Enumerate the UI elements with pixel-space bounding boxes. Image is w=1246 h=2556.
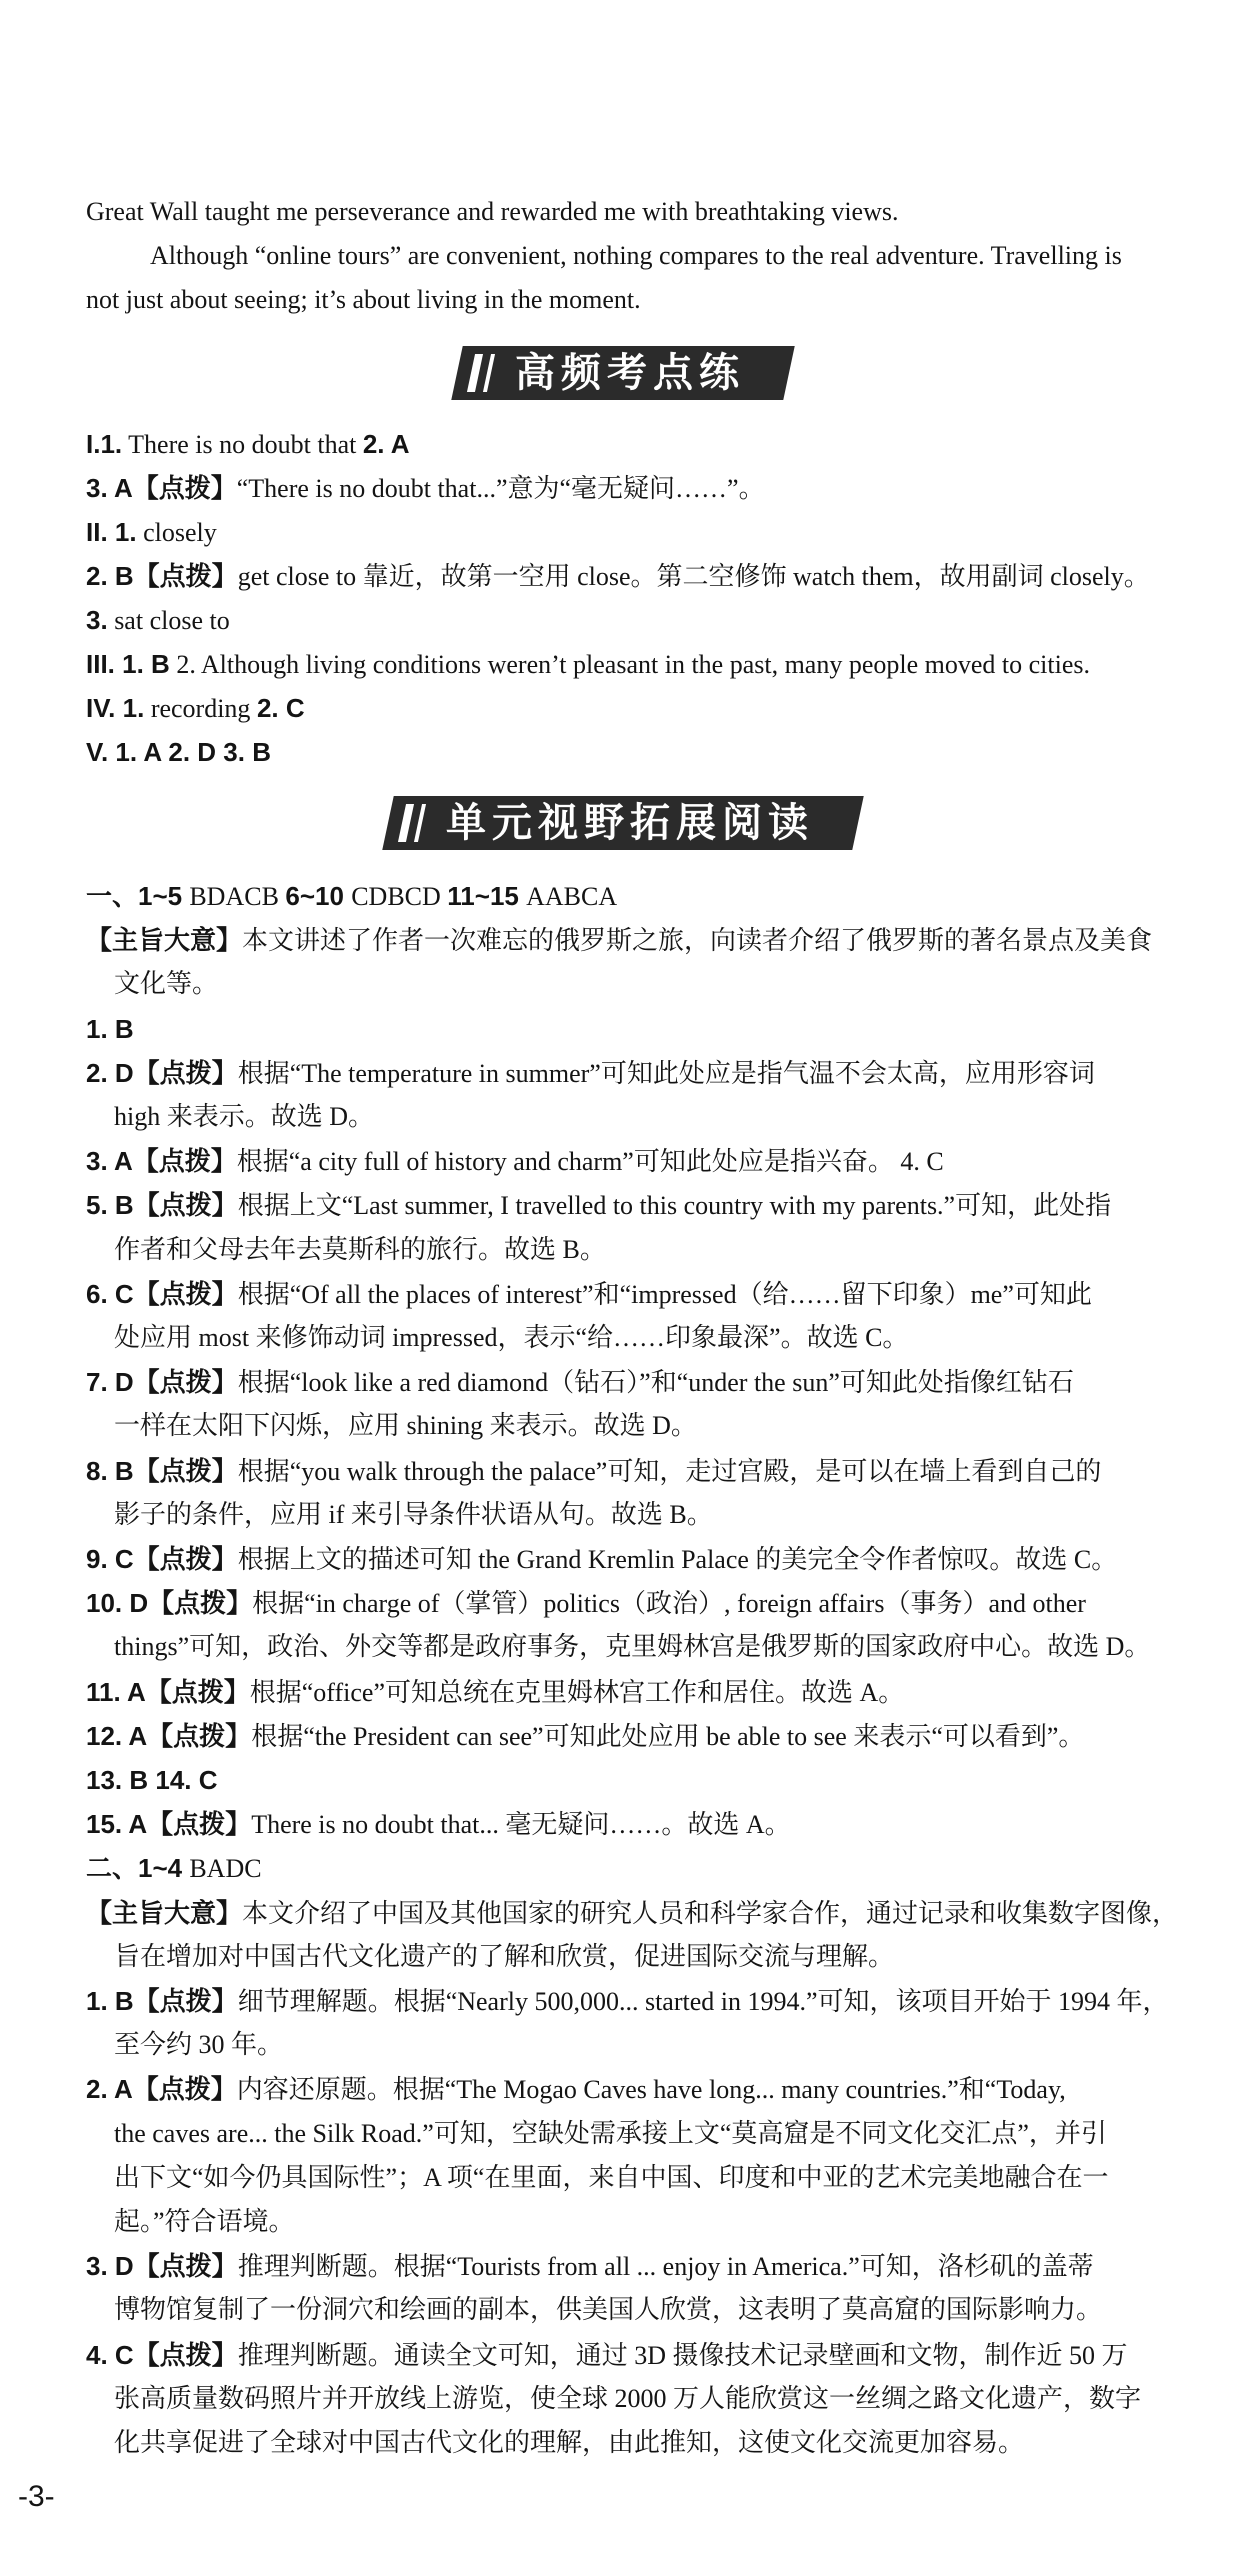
- reading-answer-line: [86, 1897, 1202, 1930]
- answer-label: II. 1.: [86, 517, 137, 547]
- answer-label: 3. A【点拨】: [86, 473, 237, 503]
- answer-text: 推理判断题。根据“Tourists from all ... enjoy in America.”可知，洛杉矶的盖蒂: [237, 2252, 1094, 2281]
- reading-answer-continuation: [114, 2162, 1202, 2194]
- answer-text: 至今约 30 年。: [114, 2030, 284, 2059]
- reading-answer-continuation: [114, 1234, 1202, 1266]
- reading-answer-line: [86, 1189, 1202, 1222]
- answer-label: III. 1. B: [86, 649, 170, 679]
- answer-text: 张高质量数码照片并开放线上游览，使全球 2000 万人能欣赏这一丝绸之路文化遗产，数字: [114, 2384, 1142, 2413]
- answer-text: 博物馆复制了一份洞穴和绘画的副本，供美国人欣赏，这表明了莫高窟的国际影响力。: [114, 2295, 1103, 2324]
- answer-text: the caves are... the Silk Road.”可知，空缺处需承接上文“莫高窟是不同文化交汇点”，并引: [114, 2119, 1107, 2148]
- reading-answer-line: [86, 1676, 1202, 1709]
- answer-label: 2. D【点拨】: [86, 1058, 238, 1088]
- reading-answer-line: [86, 2250, 1202, 2283]
- answer-label: V. 1. A 2. D 3. B: [86, 737, 271, 767]
- reading-answer-continuation: [114, 2294, 1202, 2326]
- answer-label: 3. D【点拨】: [86, 2251, 238, 2281]
- answer-text: 旨在增加对中国古代文化遗产的了解和欣赏，促进国际交流与理解。: [114, 1942, 895, 1971]
- answer-label: IV. 1.: [86, 693, 145, 723]
- reading-answer-continuation: [114, 1410, 1202, 1442]
- answer-label: 11~15: [447, 881, 527, 911]
- reading-answer-continuation: [114, 1322, 1202, 1354]
- answer-text: 根据“a city full of history and charm”可知此处应是指兴奋。 4. C: [236, 1147, 944, 1176]
- reading-answer-line: [86, 1720, 1202, 1753]
- answer-text: 作者和父母去年去莫斯科的旅行。故选 B。: [114, 1235, 606, 1264]
- reading-answer-continuation: [114, 2118, 1202, 2150]
- gaopin-answer-line: [86, 428, 1202, 461]
- reading-answer-continuation: [114, 1941, 1202, 1973]
- answer-text: 影子的条件，应用 if 来引导条件状语从句。故选 B。: [114, 1500, 713, 1529]
- answer-label: 3. A【点拨】: [86, 1146, 237, 1176]
- answer-label: 【主旨大意】: [86, 1898, 243, 1928]
- answer-text: high 来表示。故选 D。: [114, 1102, 375, 1131]
- answer-text: 文化等。: [114, 969, 219, 998]
- answer-text: 化共享促进了全球对中国古代文化的理解，由此推知，这使文化交流更加容易。: [114, 2428, 1025, 2457]
- answer-text: CDBCD: [351, 882, 448, 911]
- answer-text: 内容还原题。根据“The Mogao Caves have long... many countries.”和“Today,: [236, 2075, 1066, 2104]
- answer-label: 10. D【点拨】: [86, 1588, 253, 1618]
- answer-text: 2. Although living conditions weren’t pleasant in the past, many people moved to cities.: [169, 650, 1091, 679]
- answer-text: 根据上文“Last summer, I travelled to this country with my parents.”可知，此处指: [237, 1191, 1112, 1220]
- gaopin-answer-line: [86, 648, 1202, 681]
- answer-text: 根据上文的描述可知 the Grand Kremlin Palace 的美完全令作者惊叹。故选 C。: [237, 1545, 1118, 1574]
- reading-answer-line: [86, 1764, 1202, 1797]
- answer-text: AABCA: [526, 882, 618, 911]
- reading-answer-continuation: [114, 968, 1202, 1000]
- answer-text: “There is no doubt that...”意为“毫无疑问……”。: [236, 474, 765, 503]
- reading-answer-line: [86, 2073, 1202, 2106]
- answer-text: things”可知，政治、外交等都是政府事务，克里姆林宫是俄罗斯的国家政府中心。故选 D。: [114, 1632, 1151, 1661]
- section-title-danyuan: [0, 796, 1246, 850]
- answer-label: 15. A【点拨】: [86, 1809, 252, 1839]
- reading-answer-continuation: [114, 1499, 1202, 1531]
- reading-answer-continuation: [114, 2206, 1202, 2238]
- answer-label: 4. C【点拨】: [86, 2340, 238, 2370]
- answer-text: 起。”符合语境。: [114, 2207, 295, 2236]
- answer-label: 5. B【点拨】: [86, 1190, 238, 1220]
- reading-answer-continuation: [114, 2029, 1202, 2061]
- section-banner: [451, 346, 794, 400]
- answer-label: 6~10: [285, 881, 352, 911]
- answer-text: 推理判断题。通读全文可知，通过 3D 摄像技术记录壁画和文物，制作近 50 万: [237, 2341, 1128, 2370]
- answer-text: closely: [136, 518, 217, 547]
- answer-text: 本文讲述了作者一次难忘的俄罗斯之旅，向读者介绍了俄罗斯的著名景点及美食: [242, 926, 1153, 955]
- answer-label: 13. B 14. C: [86, 1765, 218, 1795]
- answer-text: 一样在太阳下闪烁，应用 shining 来表示。故选 D。: [114, 1411, 697, 1440]
- answer-label: 一、1~5: [86, 881, 190, 911]
- gaopin-answer-line: [86, 516, 1202, 549]
- intro-line-1: Great Wall taught me perseverance and rewarded me with breathtaking views.: [86, 197, 899, 226]
- reading-answer-continuation: [114, 1631, 1202, 1663]
- reading-answer-continuation: [114, 1101, 1202, 1133]
- gaopin-answer-line: [86, 736, 1202, 769]
- reading-answer-continuation: [114, 2427, 1202, 2459]
- reading-answer-line: [86, 1145, 1202, 1178]
- answer-label: 1. B【点拨】: [86, 1986, 238, 2016]
- answer-text: 处应用 most 来修饰动词 impressed，表示“给……印象最深”。故选 C。: [114, 1323, 909, 1352]
- reading-answer-line: [86, 880, 1202, 913]
- section-title-text: 高频考点练: [515, 350, 745, 396]
- answer-label: 12. A【点拨】: [86, 1721, 252, 1751]
- reading-answer-line: [86, 924, 1202, 957]
- page-number: -3-: [18, 2480, 55, 2513]
- answer-text: 细节理解题。根据“Nearly 500,000... started in 1994.”可知，该项目开始于 1994 年，: [237, 1987, 1169, 2016]
- answer-text: BADC: [189, 1854, 262, 1883]
- answer-label: 3.: [86, 605, 108, 635]
- gaopin-answer-line: [86, 604, 1202, 637]
- answer-text: 本文介绍了中国及其他国家的研究人员和科学家合作，通过记录和收集数字图像，: [242, 1899, 1179, 1928]
- answer-text: 根据“Of all the places of interest”和“impressed（给……留下印象）me”可知此: [237, 1280, 1092, 1309]
- reading-answer-line: [86, 1543, 1202, 1576]
- reading-answer-line: [86, 1278, 1202, 1311]
- answer-text: get close to 靠近，故第一空用 close。第二空修饰 watch them，故用副词 closely。: [237, 562, 1150, 591]
- section-title-text: 单元视野拓展阅读: [446, 800, 814, 846]
- answer-label: 2. A【点拨】: [86, 2074, 237, 2104]
- reading-answer-line: [86, 1852, 1202, 1885]
- reading-answer-line: [86, 1587, 1202, 1620]
- reading-answer-line: [86, 1985, 1202, 2018]
- answer-label: 9. C【点拨】: [86, 1544, 238, 1574]
- answer-text: recording: [144, 694, 257, 723]
- answer-label: 2. A: [362, 429, 410, 459]
- reading-answer-line: [86, 1057, 1202, 1090]
- gaopin-answer-line: [86, 692, 1202, 725]
- reading-answer-line: [86, 1366, 1202, 1399]
- reading-answer-continuation: [114, 2383, 1202, 2415]
- answer-label: 2. C: [256, 693, 305, 723]
- answer-text: There is no doubt that... 毫无疑问……。故选 A。: [251, 1810, 791, 1839]
- reading-answer-line: [86, 1455, 1202, 1488]
- answer-label: 11. A【点拨】: [86, 1677, 250, 1707]
- reading-answer-line: [86, 1013, 1202, 1046]
- gaopin-answer-line: [86, 560, 1202, 593]
- answer-label: 8. B【点拨】: [86, 1456, 238, 1486]
- answer-text: BDACB: [189, 882, 286, 911]
- section-title-gaopin: [0, 346, 1246, 400]
- intro-line-2: Although “online tours” are convenient, nothing compares to the real adventure. Travelling is: [150, 241, 1122, 270]
- answer-label: 1. B: [86, 1014, 134, 1044]
- reading-answer-line: [86, 2339, 1202, 2372]
- answer-text: 根据“office”可知总统在克里姆林宫工作和居住。故选 A。: [249, 1678, 905, 1707]
- answer-text: 根据“you walk through the palace”可知，走过宫殿，是可以在墙上看到自己的: [237, 1457, 1102, 1486]
- answer-label: 7. D【点拨】: [86, 1367, 238, 1397]
- answer-text: 根据“in charge of（掌管）politics（政治）, foreign affairs（事务）and other: [252, 1589, 1086, 1618]
- answer-label: 6. C【点拨】: [86, 1279, 238, 1309]
- answer-text: 根据“The temperature in summer”可知此处应是指气温不会太高，应用形容词: [237, 1059, 1095, 1088]
- answer-text: sat close to: [107, 606, 230, 635]
- answer-label: 【主旨大意】: [86, 925, 243, 955]
- gaopin-answer-line: [86, 472, 1202, 505]
- intro-line-3: not just about seeing; it’s about living in the moment.: [86, 285, 641, 314]
- answer-text: 出下文“如今仍具国际性”；A 项“在里面，来自中国、印度和中亚的艺术完美地融合在一: [114, 2163, 1109, 2192]
- reading-answer-line: [86, 1808, 1202, 1841]
- answer-text: There is no doubt that: [122, 430, 363, 459]
- answer-label: 2. B【点拨】: [86, 561, 238, 591]
- section-banner: [382, 796, 863, 850]
- answer-label: 二、1~4: [86, 1853, 190, 1883]
- answer-text: 根据“the President can see”可知此处应用 be able to see 来表示“可以看到”。: [251, 1722, 1085, 1751]
- answer-text: 根据“look like a red diamond（钻石）”和“under the sun”可知此处指像红钻石: [237, 1368, 1074, 1397]
- answer-label: I.1.: [86, 429, 123, 459]
